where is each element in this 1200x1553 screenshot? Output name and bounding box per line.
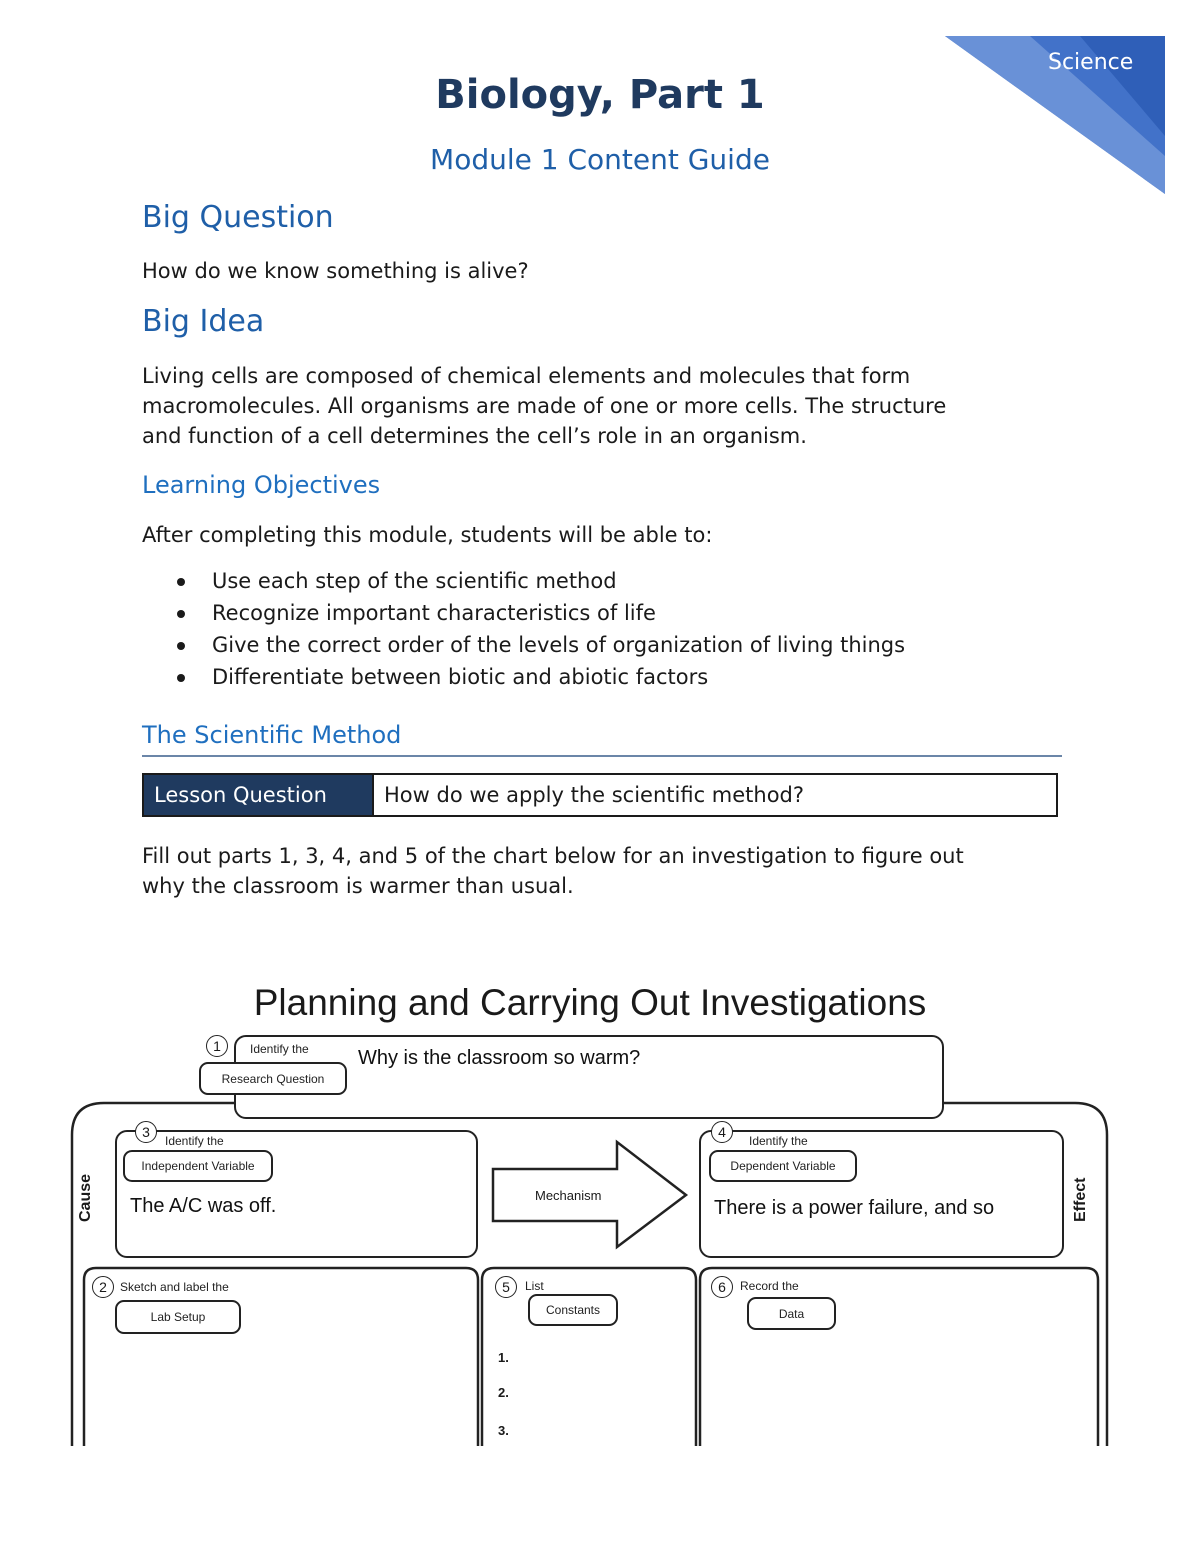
- big-idea-line: and function of a cell determines the cell’s role in an organism.: [142, 424, 807, 448]
- section-divider: [142, 755, 1062, 757]
- step-prefix: Sketch and label the: [120, 1280, 229, 1294]
- list-item: Differentiate between biotic and abiotic factors: [142, 661, 905, 693]
- scientific-method-heading: The Scientific Method: [142, 721, 402, 749]
- dependent-variable-pill: Dependent Variable: [709, 1150, 857, 1182]
- investigation-diagram: [0, 960, 1200, 1460]
- independent-variable-pill: Independent Variable: [123, 1150, 273, 1182]
- constant-item[interactable]: 2.: [498, 1385, 509, 1400]
- constant-item[interactable]: 1.: [498, 1350, 509, 1365]
- lesson-question-label: Lesson Question: [144, 775, 372, 815]
- step-prefix: Identify the: [165, 1134, 224, 1148]
- step-prefix: List: [525, 1279, 544, 1293]
- objectives-list: [142, 565, 905, 693]
- big-question-text: How do we know something is alive?: [142, 259, 529, 283]
- list-item: Recognize important characteristics of life: [142, 597, 905, 629]
- page-subtitle: Module 1 Content Guide: [430, 143, 770, 176]
- big-question-heading: Big Question: [142, 200, 334, 235]
- big-idea-text: [142, 361, 946, 451]
- cause-label: Cause: [77, 1173, 94, 1222]
- step-prefix: Record the: [740, 1279, 799, 1293]
- effect-label: Effect: [1072, 1177, 1089, 1222]
- big-idea-line: Living cells are composed of chemical elements and molecules that form: [142, 364, 911, 388]
- list-item: Use each step of the scientific method: [142, 565, 905, 597]
- bottom-panels: [0, 960, 1200, 1460]
- objectives-intro: After completing this module, students will be able to:: [142, 523, 713, 547]
- step-number: 5: [495, 1276, 517, 1298]
- independent-variable-answer[interactable]: The A/C was off.: [130, 1195, 277, 1217]
- instructions-text: [142, 841, 964, 901]
- step-prefix: Identify the: [749, 1134, 808, 1148]
- step-number: 2: [92, 1276, 114, 1298]
- dependent-variable-answer[interactable]: There is a power failure, and so: [714, 1197, 995, 1219]
- research-question-pill: Research Question: [199, 1062, 347, 1095]
- mechanism-label: Mechanism: [535, 1188, 602, 1203]
- list-item: Give the correct order of the levels of organization of living things: [142, 629, 905, 661]
- big-idea-heading: Big Idea: [142, 304, 265, 339]
- subject-label: Science: [1048, 50, 1134, 75]
- step-number: 6: [711, 1276, 733, 1298]
- lesson-question-table: [142, 773, 1058, 817]
- research-question-answer[interactable]: Why is the classroom so warm?: [358, 1047, 641, 1069]
- learning-objectives-heading: Learning Objectives: [142, 471, 381, 499]
- page-title: Biology, Part 1: [435, 72, 765, 118]
- step-prefix: Identify the: [250, 1042, 309, 1056]
- diagram-title: Planning and Carrying Out Investigations: [253, 982, 927, 1023]
- step-number: 3: [135, 1121, 157, 1143]
- big-idea-line: macromolecules. All organisms are made of one or more cells. The structure: [142, 394, 947, 418]
- lab-setup-pill: Lab Setup: [115, 1300, 241, 1334]
- step-number: 1: [206, 1035, 228, 1057]
- instructions-line: why the classroom is warmer than usual.: [142, 874, 574, 898]
- data-pill: Data: [747, 1297, 836, 1330]
- instructions-line: Fill out parts 1, 3, 4, and 5 of the chart below for an investigation to figure out: [142, 844, 964, 868]
- constants-pill: Constants: [528, 1294, 618, 1326]
- step-number: 4: [711, 1121, 733, 1143]
- constant-item[interactable]: 3.: [498, 1423, 509, 1438]
- lesson-question-value: How do we apply the scientific method?: [372, 775, 1056, 815]
